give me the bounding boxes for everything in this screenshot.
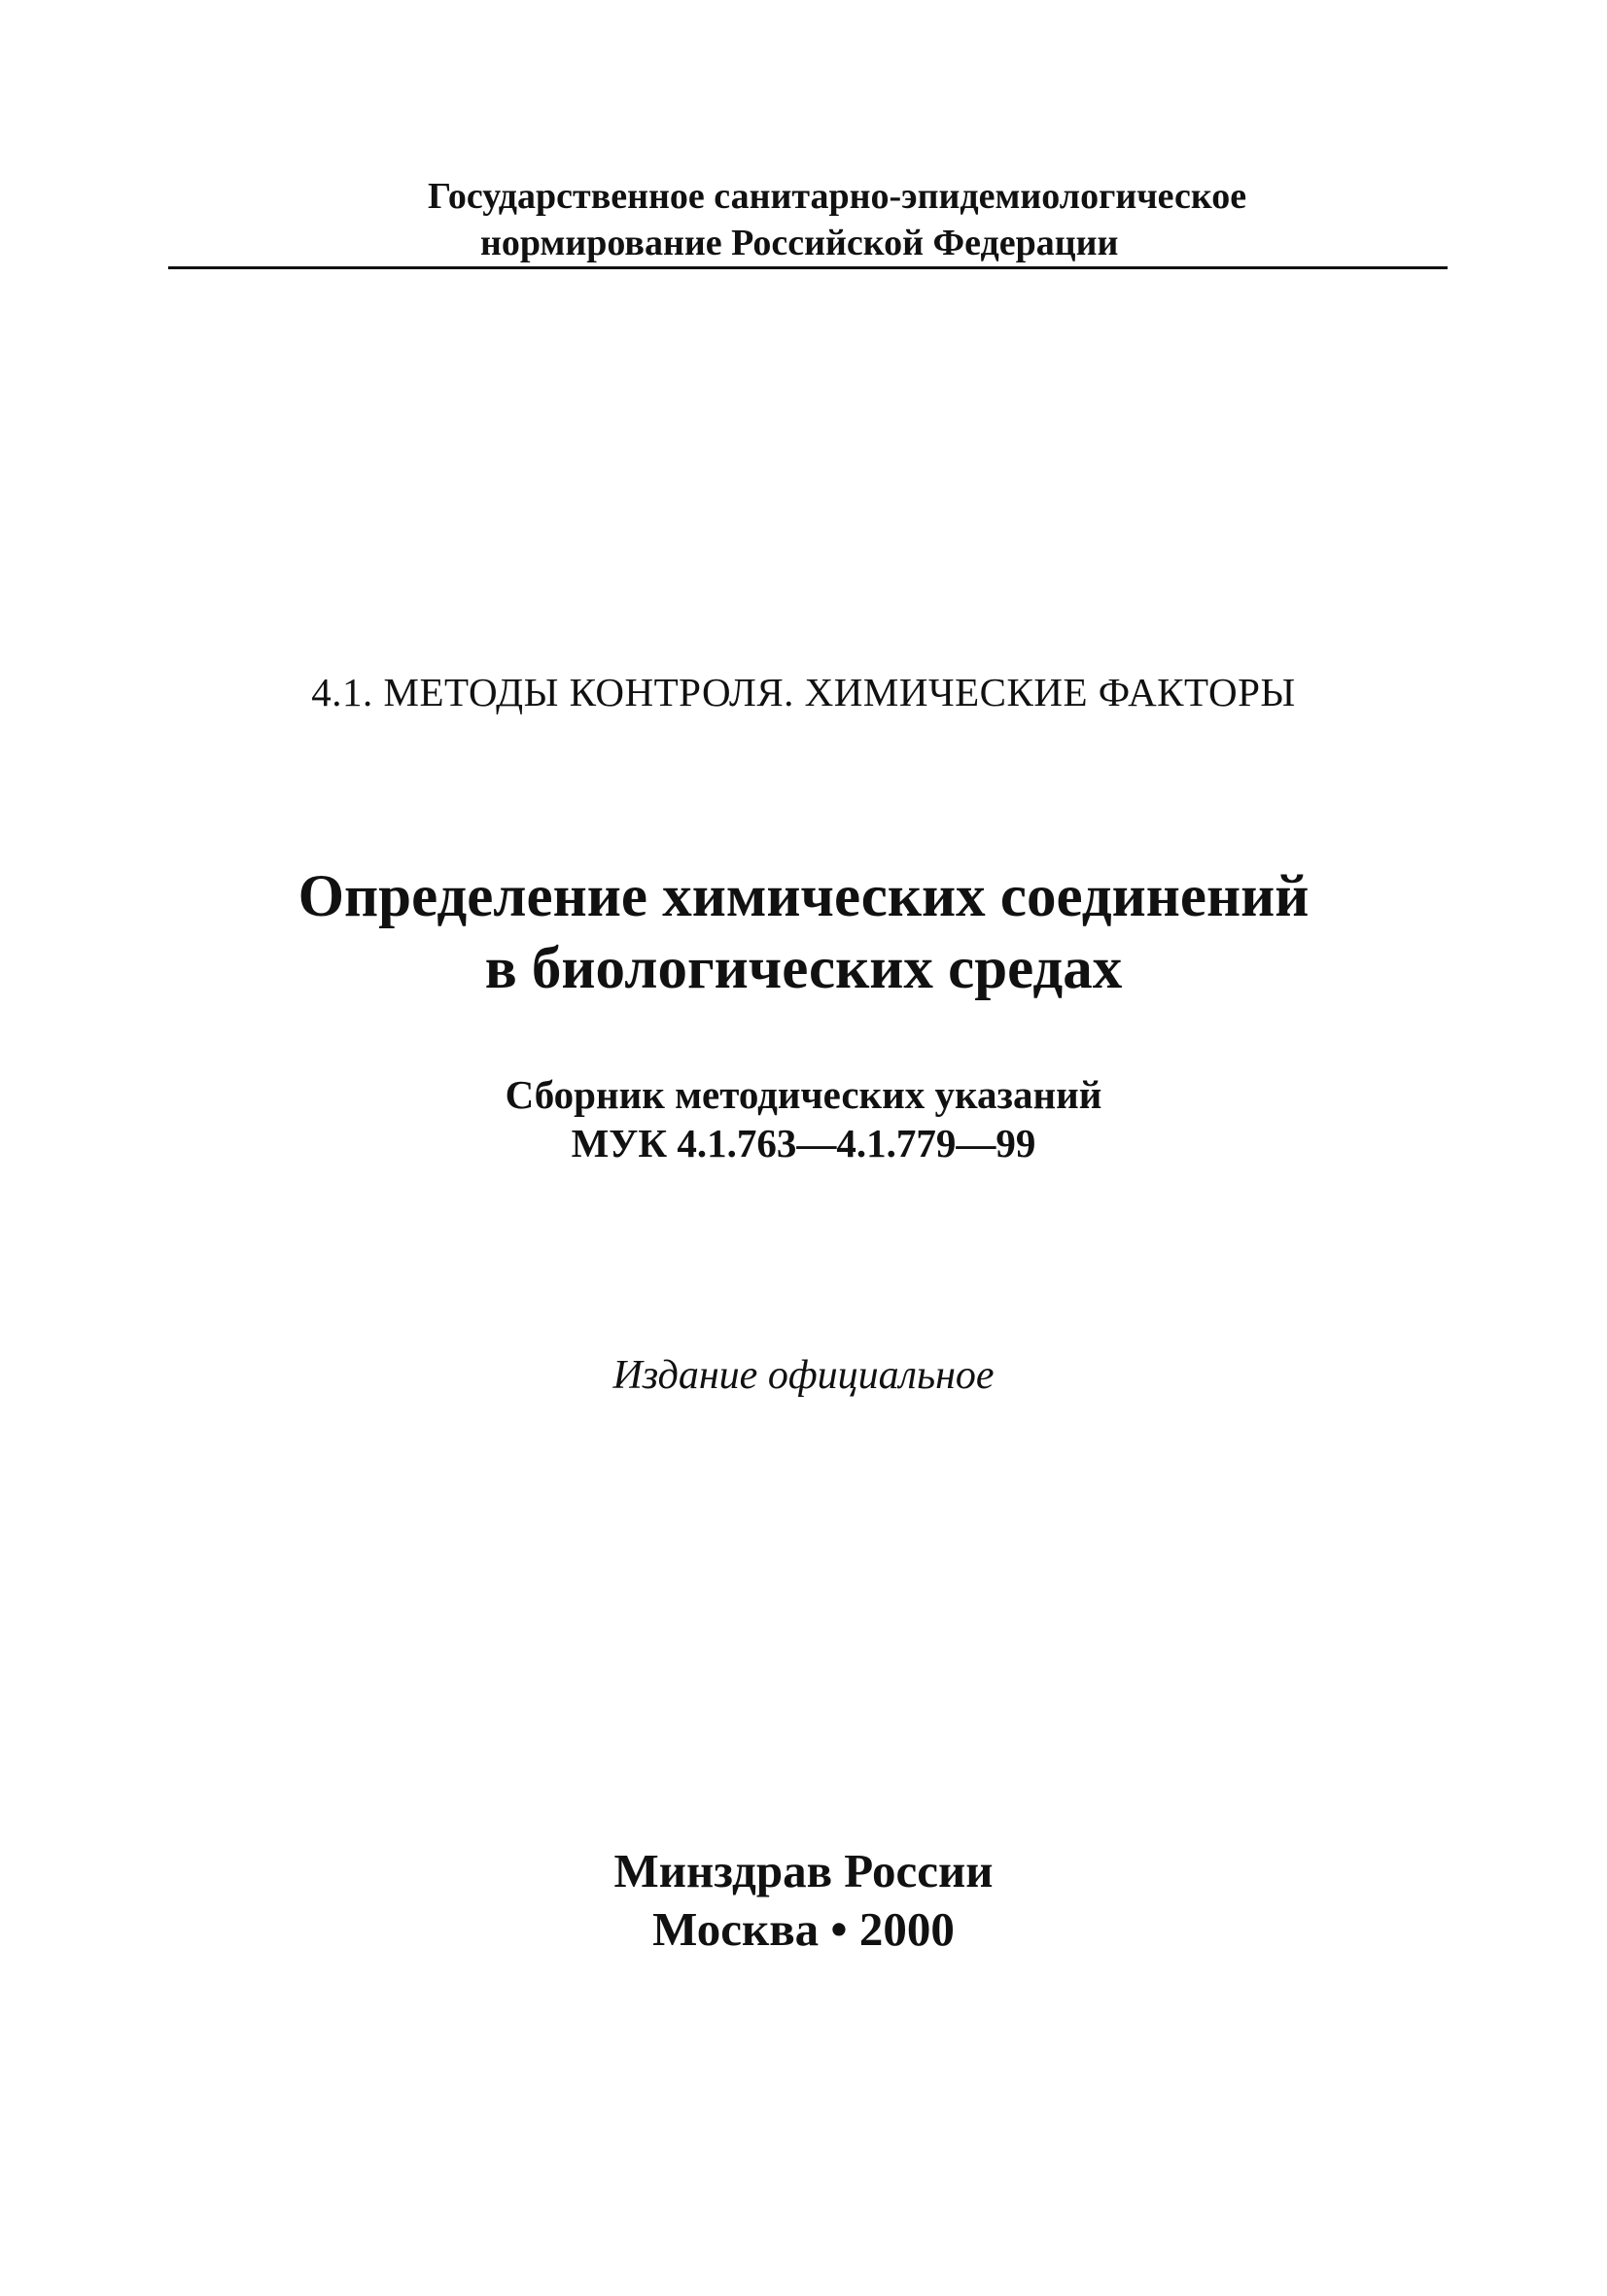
document-code: МУК 4.1.763—4.1.779—99 <box>571 1121 1036 1165</box>
section-heading: 4.1. МЕТОДЫ КОНТРОЛЯ. ХИМИЧЕСКИЕ ФАКТОРЫ <box>311 670 1296 714</box>
document-title-line-1: Определение химических соединений <box>297 864 1310 929</box>
publisher-imprint <box>0 1842 1607 1959</box>
document-title-line-2: в биологических средах <box>484 936 1123 1001</box>
edition-label: Издание официальное <box>612 1353 995 1398</box>
collection-name: Сборник методических указаний <box>505 1072 1102 1117</box>
series-header-line-1: Государственное санитарно-эпидемиологическое <box>428 176 1247 217</box>
document-subtitle <box>0 1070 1607 1167</box>
publisher-name: Минздрав России <box>613 1844 994 1897</box>
header-divider <box>168 266 1448 269</box>
publication-place-year: Москва • 2000 <box>652 1902 955 1956</box>
document-title <box>0 861 1607 1005</box>
series-header-line-2: нормирование Российской Федерации <box>480 223 1119 263</box>
series-header <box>428 173 1283 266</box>
